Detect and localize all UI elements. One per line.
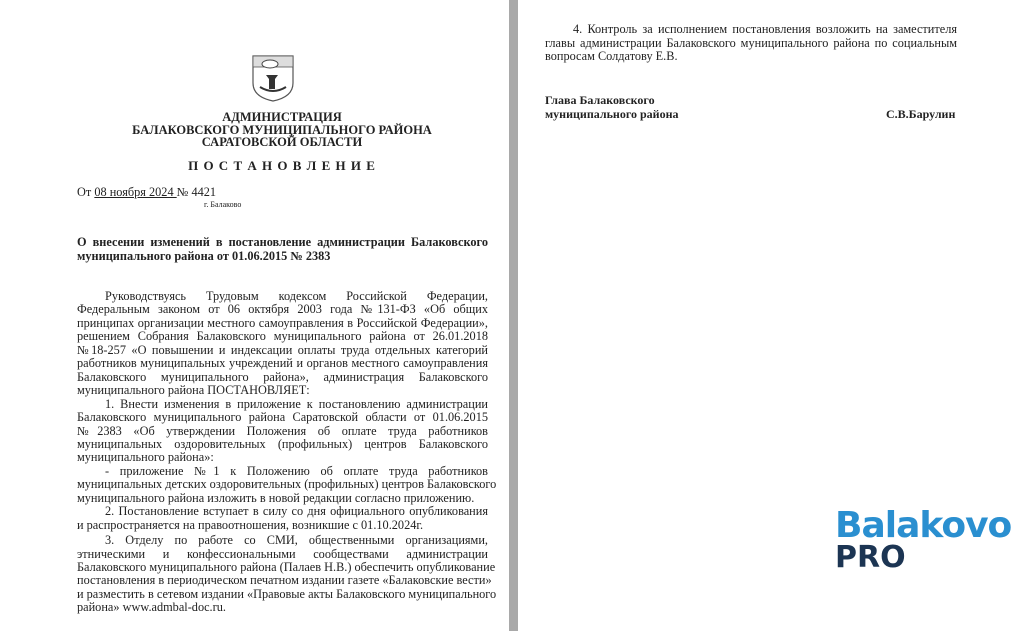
date-line [77,185,216,200]
signature-name: С.В.Барулин [886,107,956,121]
text-line: - приложение №1 к Положению об оплате труда работников [105,463,488,478]
text-line: этническими и конфессиональными сообществами администрации [77,546,488,561]
text-line: 1. Внести изменения в приложение к постановлению администрации [105,396,488,411]
coat-of-arms-icon [250,53,296,103]
header-line: АДМИНИСТРАЦИЯ [222,110,342,124]
text-line: принципах организации местного самоуправления в Российской Федерации», [77,315,488,330]
subject-line: муниципального района от 01.06.2015 № 2383 [77,249,331,263]
watermark-line: PRO [835,540,906,575]
signature-title-line: муниципального района [545,107,679,121]
text-line: главы администрации Балаковского муниципального района по социальным [545,35,957,50]
text-line: постановления в периодическом печатном издании газете «Балаковские вести» [77,573,492,588]
text-line: муниципального района ПОСТАНОВЛЯЕТ: [77,383,310,398]
subject-line: О внесении изменений в постановление администрации Балаковского [77,235,488,249]
text-line: 2. Постановление вступает в силу со дня официального опубликования [105,504,488,519]
text-line: и распространяется на правоотношения, возникшие с 01.10.2024г. [77,517,424,532]
watermark-line: Balakovo [835,505,1012,546]
watermark-logo [835,505,1012,575]
date-prefix: От [77,185,95,199]
text-line: муниципального района»: [77,450,214,465]
doc-type: П О С Т А Н О В Л Е Н И Е [188,158,376,173]
text-line: работников муниципальных учреждений и органов местного самоуправления [77,356,488,371]
text-line: №18-257 «О повышении и индексации оплаты труда отдельных категорий [77,342,488,357]
text-line: муниципальных оздоровительных (профильных) центров Балаковского [77,436,488,451]
header-line: БАЛАКОВСКОГО МУНИЦИПАЛЬНОГО РАЙОНА [132,122,432,137]
signature-title-line: Глава Балаковского [545,93,655,107]
city: г. Балаково [204,200,242,209]
doc-number: № 4421 [176,185,217,199]
text-line: Балаковского муниципального района», администрация Балаковского [77,369,488,384]
text-line: вопросам Солдатову Е.В. [545,49,678,63]
text-line: Руководствуясь Трудовым кодексом Российской Федерации, [105,289,488,303]
text-line: Балаковского муниципального района (Палаев Н.В.) обеспечить опубликование [77,560,496,574]
text-line: муниципальных детских оздоровительных (профильных) центров Балаковского [77,477,497,492]
text-line: муниципального района изложить в новой редакции согласно приложению. [77,490,475,505]
signature-title [545,93,679,121]
header-line: САРАТОВСКОЙ ОБЛАСТИ [201,135,363,149]
text-line: Балаковского муниципального района Саратовской области от 01.06.2015 [77,410,488,425]
text-line: 3. Отделу по работе со СМИ, общественными организациями, [105,533,488,548]
text-line: и разместить в сетевом издании «Правовые акты Балаковского муниципального [77,586,497,601]
text-line: 4. Контроль за исполнением постановления возложить на заместителя [573,22,957,36]
text-line: Федеральным законом от 06 октября 2003 года №131-ФЗ «Об общих [77,302,488,317]
document-page-1 [0,0,509,631]
text-line: района» www.admbal-doc.ru. [77,600,226,615]
text-line: №2383 «Об утверждении Положения об оплате труда работников [77,423,488,438]
text-line: решением Собрания Балаковского муниципального района от 26.01.2018 [77,329,488,344]
date: 08 ноября 2024 [94,185,177,199]
